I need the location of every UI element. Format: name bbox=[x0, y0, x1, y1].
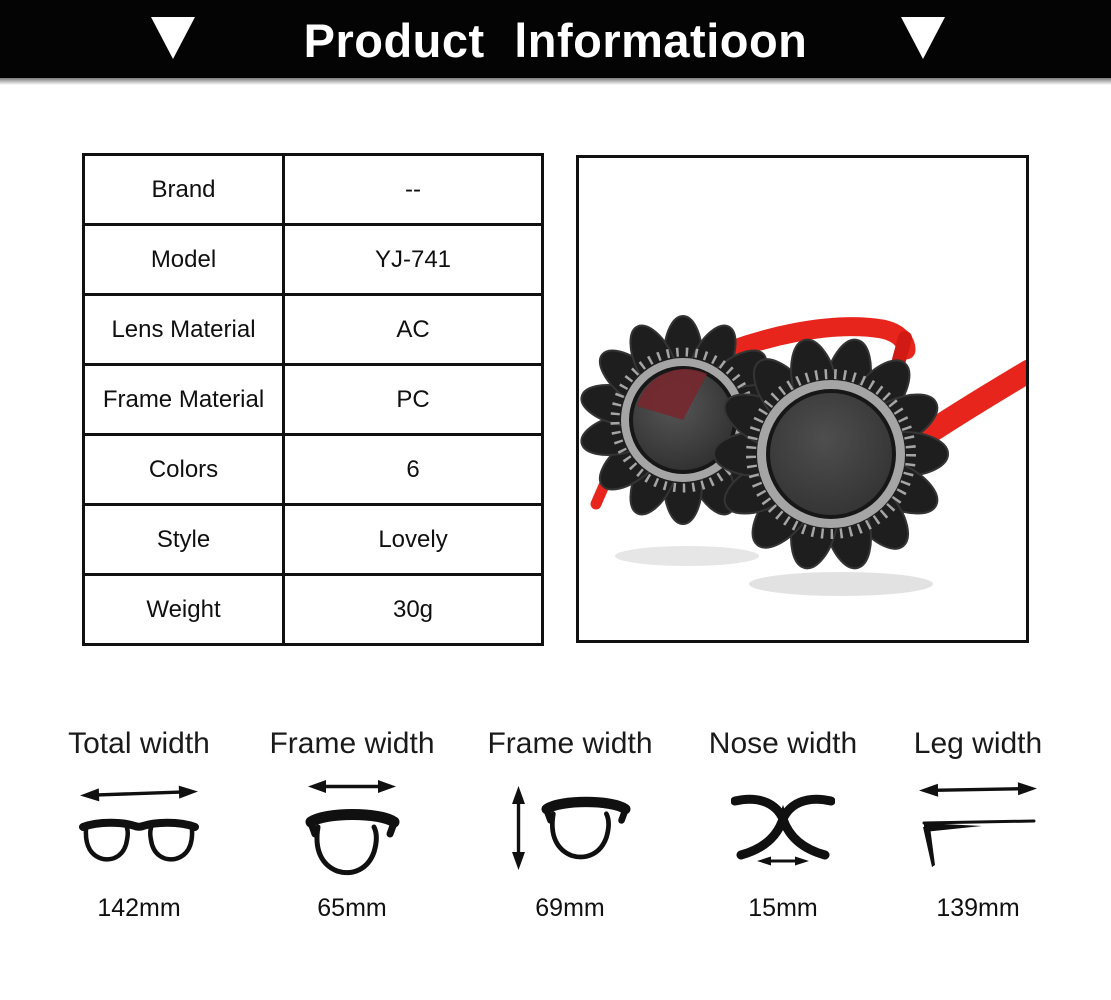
measurement-label: Leg width bbox=[913, 727, 1043, 760]
measurement-value: 69mm bbox=[535, 894, 605, 922]
down-triangle-icon bbox=[901, 17, 945, 59]
measurement-label: Total width bbox=[68, 727, 210, 760]
table-row bbox=[84, 155, 543, 225]
page-title: Product lnformatioon bbox=[303, 14, 808, 67]
spec-label: Colors bbox=[84, 435, 284, 505]
spec-value: 6 bbox=[284, 435, 543, 505]
measurement-leg-width bbox=[883, 726, 1073, 923]
spec-value: 30g bbox=[284, 575, 543, 645]
table-row bbox=[84, 435, 543, 505]
temple-arm-icon bbox=[918, 809, 1038, 875]
lens-front-icon bbox=[541, 793, 631, 863]
spec-label: Style bbox=[84, 505, 284, 575]
horizontal-double-arrow-icon bbox=[919, 780, 1037, 799]
table-row bbox=[84, 295, 543, 365]
horizontal-double-arrow-icon bbox=[308, 778, 396, 795]
product-photo-frame bbox=[576, 155, 1029, 643]
measurement-value: 65mm bbox=[317, 894, 387, 922]
spec-label: Model bbox=[84, 225, 284, 295]
table-row bbox=[84, 365, 543, 435]
measurement-total-width bbox=[44, 726, 234, 923]
spec-value: YJ-741 bbox=[284, 225, 543, 295]
spec-label: Weight bbox=[84, 575, 284, 645]
measurement-nose-width bbox=[688, 726, 878, 923]
spec-table bbox=[82, 153, 544, 646]
spec-label: Lens Material bbox=[84, 295, 284, 365]
lens-front-icon bbox=[305, 806, 400, 878]
horizontal-double-arrow-icon bbox=[757, 857, 809, 866]
measurement-value: 139mm bbox=[936, 894, 1020, 922]
spec-label: Brand bbox=[84, 155, 284, 225]
measurement-frame-width bbox=[257, 726, 447, 923]
glasses-front-icon bbox=[79, 813, 199, 871]
table-row bbox=[84, 575, 543, 645]
table-row bbox=[84, 505, 543, 575]
spec-value: -- bbox=[284, 155, 543, 225]
spec-value: Lovely bbox=[284, 505, 543, 575]
flower-sunglasses-illustration bbox=[579, 158, 1026, 640]
spec-value: AC bbox=[284, 295, 543, 365]
measurement-value: 15mm bbox=[748, 894, 818, 922]
horizontal-double-arrow-icon bbox=[80, 783, 199, 804]
measurement-frame-height bbox=[475, 726, 665, 923]
table-row bbox=[84, 225, 543, 295]
section-header bbox=[0, 0, 1111, 78]
spec-value: PC bbox=[284, 365, 543, 435]
spec-label: Frame Material bbox=[84, 365, 284, 435]
measurement-value: 142mm bbox=[97, 894, 181, 922]
measurement-label: Nose width bbox=[708, 727, 858, 760]
vertical-double-arrow-icon bbox=[510, 786, 527, 870]
measurement-label: Frame width bbox=[487, 727, 653, 760]
measurement-label: Frame width bbox=[269, 727, 435, 760]
nose-bridge-icon bbox=[731, 785, 835, 871]
